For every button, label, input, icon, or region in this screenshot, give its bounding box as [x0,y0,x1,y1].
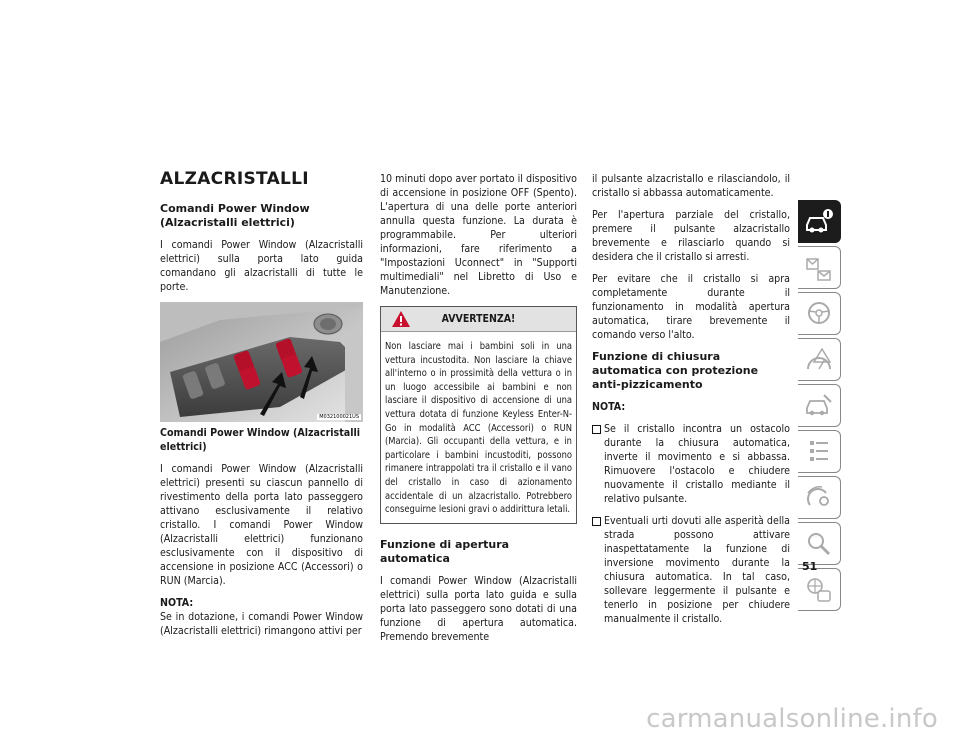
dashboard-warning-icon [804,345,834,374]
door-panel-illustration [160,302,363,422]
column-1 [160,168,363,646]
tab-language[interactable] [798,568,841,611]
tab-airbag-envelope[interactable] [798,246,841,289]
list-item [592,422,790,506]
list-item-text: Se il cristallo incontra un ostacolo durante la chiusura automatica, inverte il movimento e si abbassa. Rimuovere l'ostacolo e chiudere nuovamente il cristallo mediante il relativo pulsante. [604,423,790,505]
column-2 [380,172,577,652]
note-label: NOTA: [160,597,194,609]
tab-specs-list[interactable] [798,430,841,473]
warning-header [381,307,576,332]
note-list [592,422,790,626]
paragraph: Per l'apertura parziale del cristallo, premere il pulsante alzacristallo brevemente e rilasciarlo quando si desidera che il cristallo si arresti. [592,209,790,263]
steering-wheel-icon [804,299,834,328]
car-service-icon [804,391,834,420]
tab-search[interactable] [798,522,841,565]
section-title: ALZACRISTALLI [160,169,309,189]
paragraph: I comandi Power Window (Alzacristalli elettrici) sulla porta lato guida e sulla porta lato passeggero sono dotati di una funzione di apertura automatica. Premendo brevemente [380,574,577,643]
warning-box [380,306,577,524]
specs-list-icon [804,437,834,466]
list-item-text: Eventuali urti dovuti alle asperità della strada possono attivare inaspettatamente la funzione di inversione movimento durante la chiusura automatica. In tal caso, sollevare leggermente il pulsante e tenerlo in posizione per chiudere manualmente il cristallo. [604,515,790,625]
tab-car-service[interactable] [798,384,841,427]
tab-multimedia[interactable] [798,476,841,519]
multimedia-icon [804,483,834,512]
page-number: 51 [802,560,818,573]
airbag-envelope-icon [804,253,834,282]
language-icon [804,575,834,604]
window-switch-figure [160,302,363,422]
list-item [592,514,790,626]
car-info-icon [804,207,834,236]
warning-text: Non lasciare mai i bambini soli in una vettura incustodita. Non lasciare la chiave all'interno o in prossimità della vettura o in un luogo accessibile ai bambini e non lasciare il dispositivo di accensione di una vettura dotata di funzione Keyless Enter-N-Go in modalità ACC (Accessori) o RUN (Marcia). Gli occupanti della vettura, e in particolare i bambini incustoditi, possono rimanere intrappolati tra il cristallo e il vano del cristallo in caso di azionamento accidentale di un alzacristallo. Potrebbero conseguirne lesioni gravi o addirittura letali. [385,341,572,516]
search-magnifier-icon [804,529,834,558]
paragraph: Per evitare che il cristallo si apra completamente durante il funzionamento in modalità apertura automatica, tirare brevemente il comando verso l'alto. [592,273,790,341]
tab-car-info[interactable] [798,200,841,243]
heading-auto-up: Funzione di chiusura automatica con protezione anti-pizzicamento [592,350,759,391]
checkbox-bullet-icon [592,425,601,434]
figure-code: M032100021US [319,414,359,420]
tab-dashboard-warning[interactable] [798,338,841,381]
chapter-tabs [798,200,842,614]
warning-title: AVVERTENZA! [441,313,516,325]
paragraph: Se in dotazione, i comandi Power Window (Alzacristalli elettrici) rimangono attivi per [160,611,363,637]
paragraph: I comandi Power Window (Alzacristalli elettrici) sulla porta lato guida comandano gli alzacristalli di tutte le porte. [160,239,363,293]
paragraph: I comandi Power Window (Alzacristalli elettrici) presenti su ciascun pannello di rivestimento della porta lato passeggero attivano esclusivamente il relativo cristallo. I comandi Power Window (Alzacristalli elettrici) funzionano esclusivamente con il dispositivo di accensione in posizione ACC (Accessori) o RUN (Marcia). [160,463,363,587]
heading-auto-down: Funzione di apertura automatica [380,537,510,565]
heading-power-window: Comandi Power Window (Alzacristalli elettrici) [160,202,310,229]
note-label: NOTA: [592,401,626,413]
checkbox-bullet-icon [592,517,601,526]
paragraph: il pulsante alzacristallo e rilasciandolo, il cristallo si abbassa automaticamente. [592,173,790,199]
column-3 [592,172,790,634]
tab-steering-wheel[interactable] [798,292,841,335]
watermark: carmanualsonline.info [646,704,938,734]
figure-caption: Comandi Power Window (Alzacristalli elettrici) [160,427,361,453]
paragraph: 10 minuti dopo aver portato il dispositivo di accensione in posizione OFF (Spento). L'apertura di una delle porte anteriori annulla questa funzione. La durata è programmabile. Per ulteriori informazioni, fare riferimento a "Impostazioni Uconnect" in "Supporti multimediali" nel Libretto di Uso e Manutenzione. [380,173,577,297]
